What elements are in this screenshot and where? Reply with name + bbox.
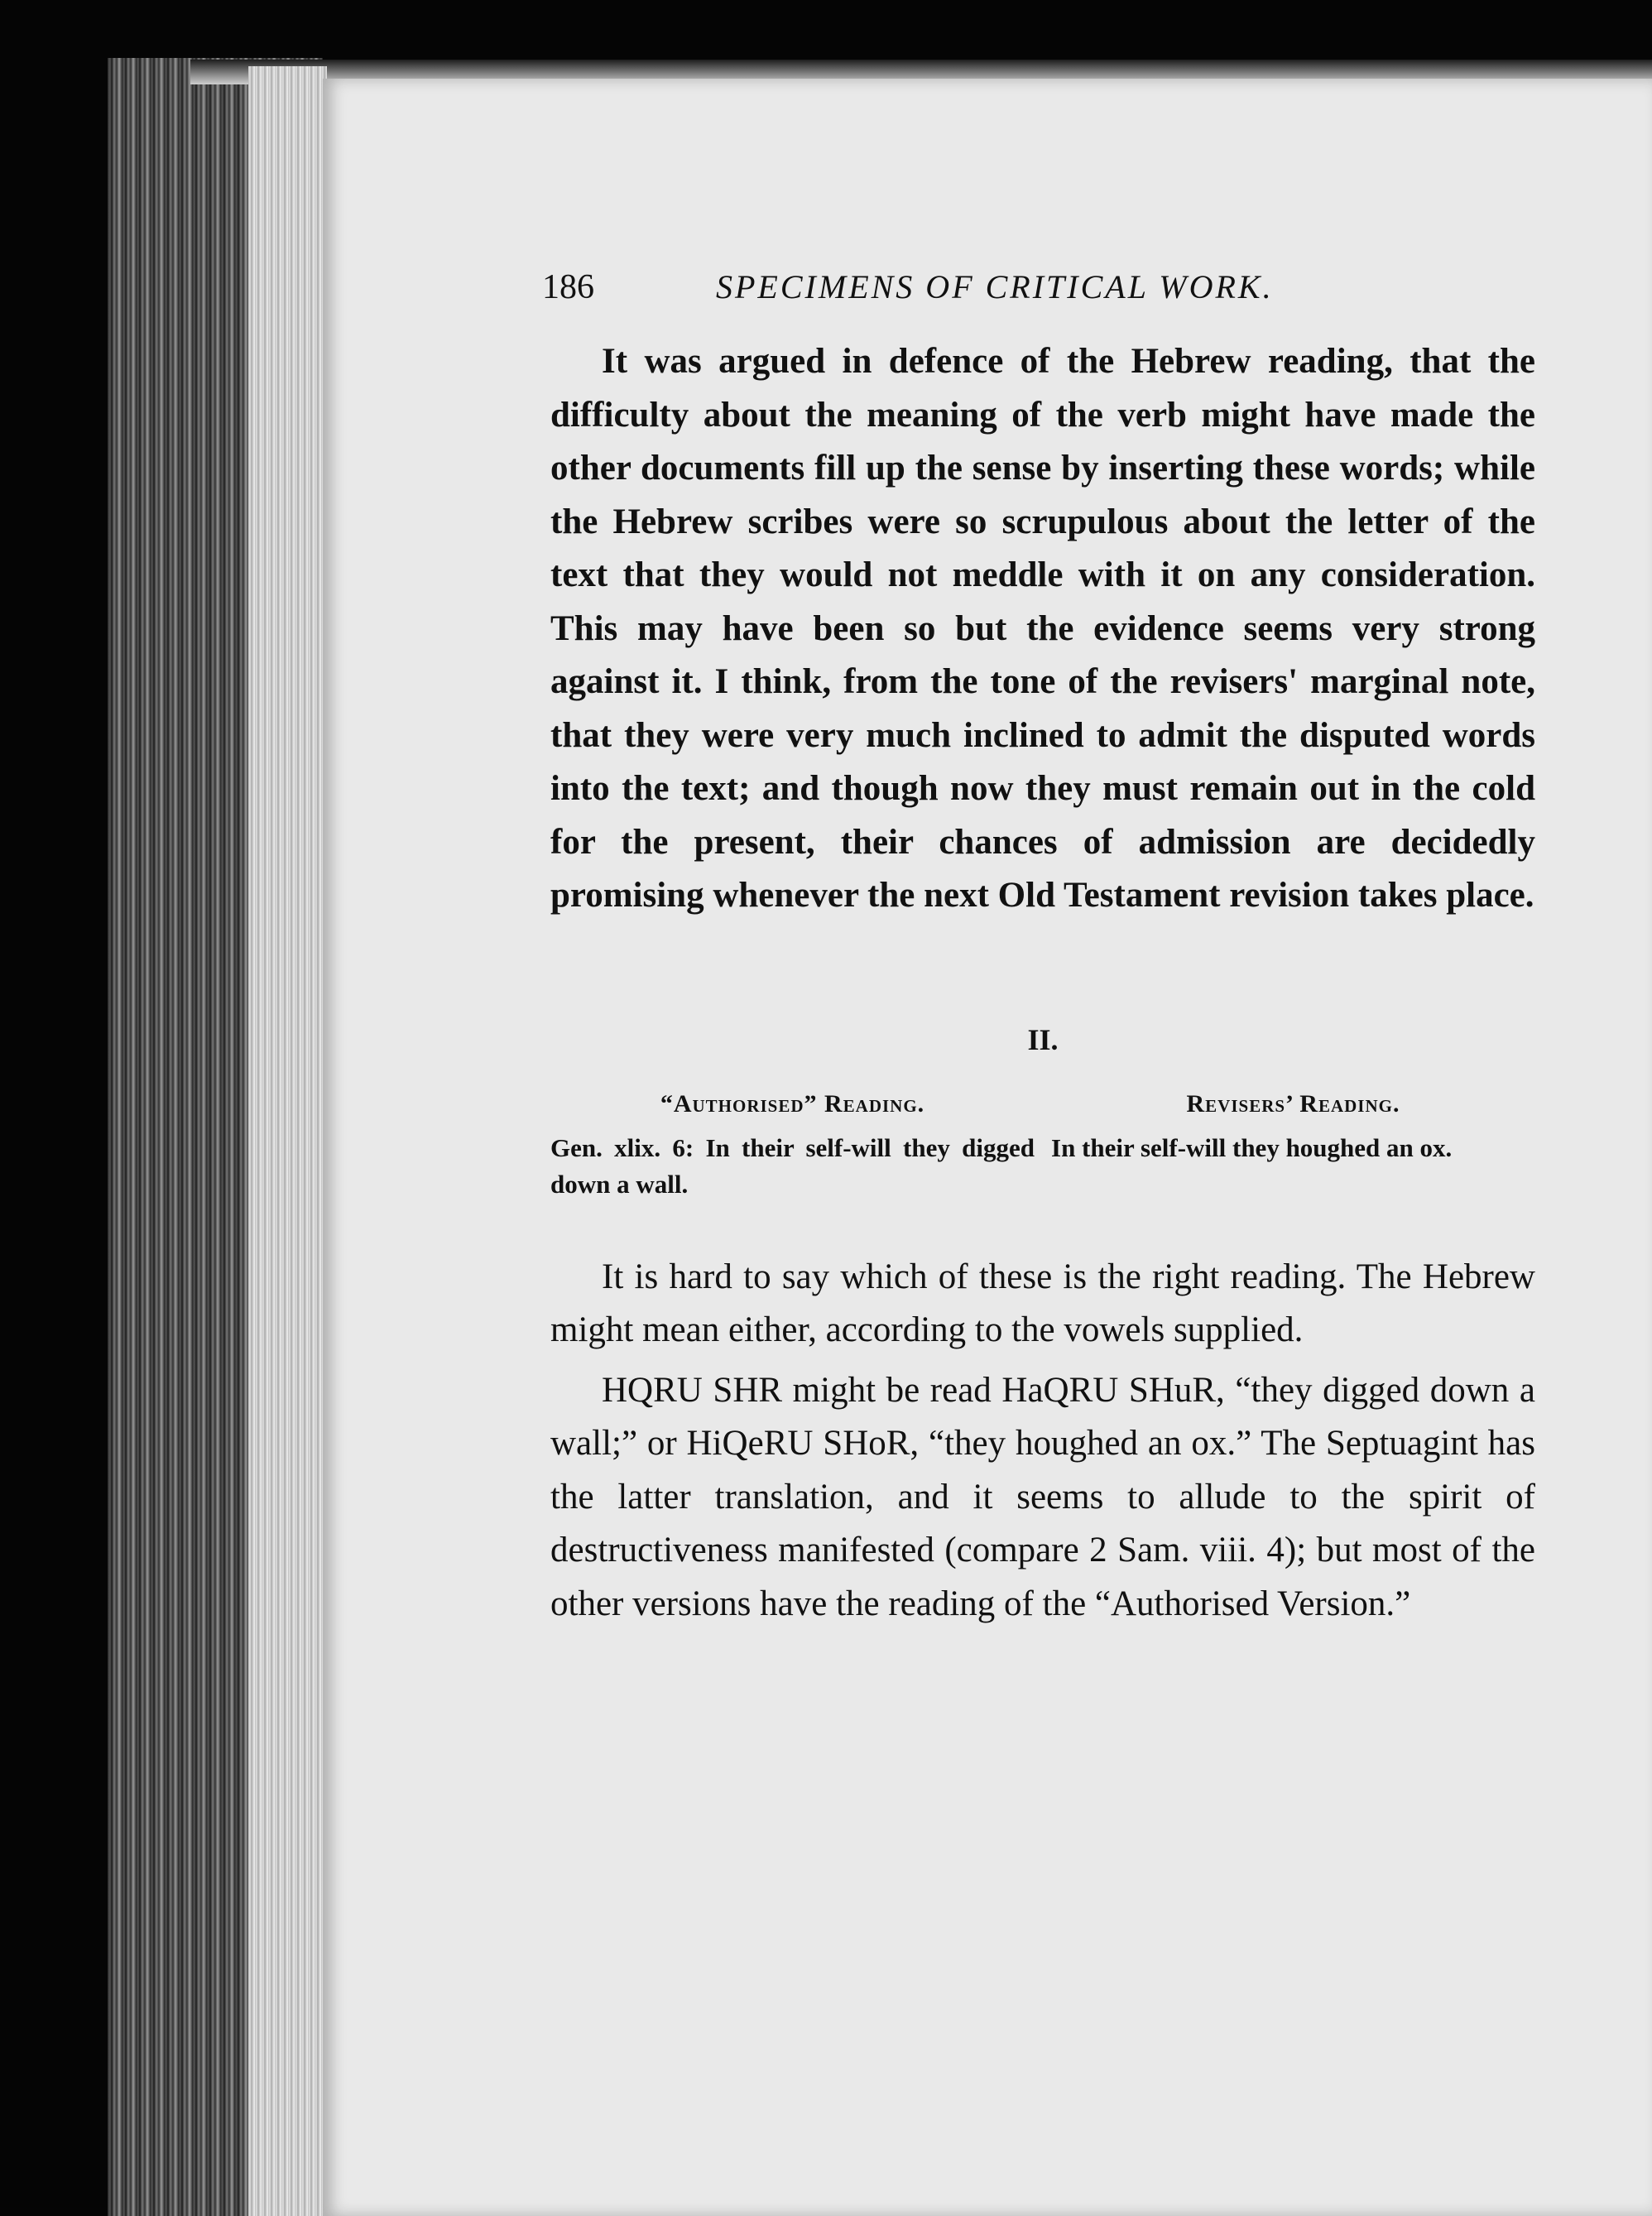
running-title: SPECIMENS OF CRITICAL WORK. [716, 268, 1274, 305]
book-page [323, 79, 1652, 2216]
page-stack-edge [248, 66, 327, 2216]
revisers-reading-heading: Revisers’ Reading. [1186, 1089, 1400, 1118]
paragraph-1: It was argued in defence of the Hebrew reading, that the difficulty about the meaning of the verb might have made the other documents fill up the sense by inserting these words; while the Hebrew scribes were so scrupulous about the letter of the text that they would not meddle with it on any consideration. This may have been so but the evidence seems very strong against it. I think, from the tone of the revisers' marginal note, that they were very much inclined to admit the disputed words into the text; and though now they must remain out in the cold for the present, their chances of admission are decidedly promising whenever the next Old Testament revision takes place. [550, 342, 1535, 915]
authorised-reading-heading: “Authorised” Reading. [660, 1089, 925, 1118]
authorised-reading-text: Gen. xlix. 6: In their self-will they digged down a wall. [550, 1132, 1035, 1199]
readings-comparison [550, 1090, 1535, 1203]
section-mark: II. [1027, 1022, 1059, 1056]
paragraph-3: HQRU SHR might be read HaQRU SHuR, “they digged down a wall;” or HiQeRU SHoR, “they houghed an ox.” The Septuagint has the latter translation, and it seems to allude to the spirit of destructiveness manifested (compare 2 Sam. viii. 4); but most of the other versions have the reading of the “Authorised Version.” [550, 1370, 1535, 1623]
text-block [542, 267, 1535, 1631]
revisers-reading-column [1051, 1090, 1535, 1203]
running-head [542, 267, 1535, 317]
revisers-reading-text: In their self-will they houghed an ox. [1051, 1132, 1453, 1162]
page-number: 186 [542, 268, 594, 306]
authorised-reading-column [550, 1090, 1035, 1203]
paragraph-2: It is hard to say which of these is the right reading. The Hebrew might mean either, according to the vowels supplied. [550, 1257, 1535, 1349]
